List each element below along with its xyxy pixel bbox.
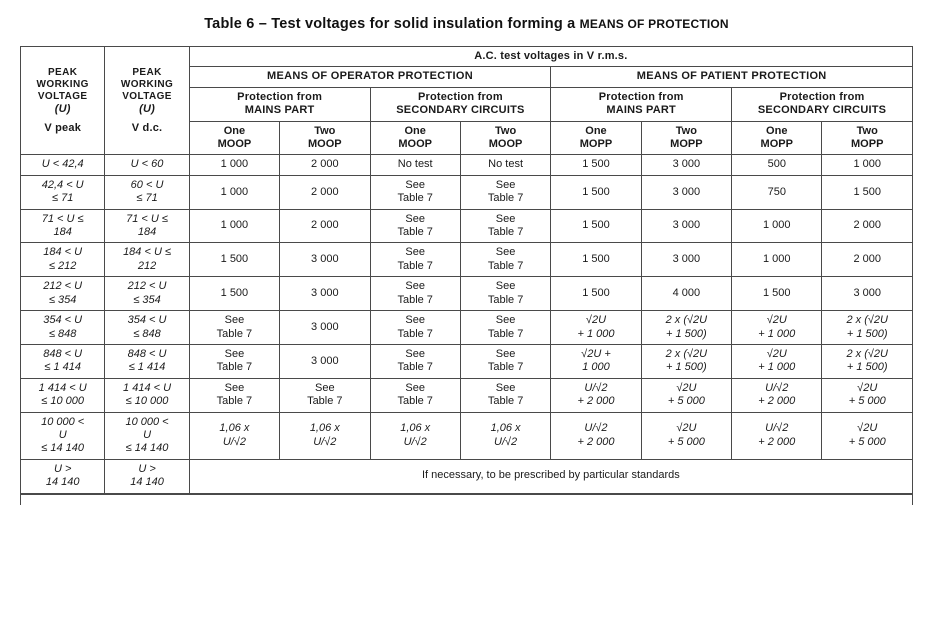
pwv1-line5: V peak <box>44 121 82 134</box>
row0-cell7: 1 000 <box>822 155 913 175</box>
row4-cell1: 3 000 <box>280 277 370 311</box>
row2-peak <box>21 209 105 243</box>
row1-cell1: 2 000 <box>280 175 370 209</box>
row3-peak <box>21 243 105 277</box>
row4-cell7: 3 000 <box>822 277 913 311</box>
col1-line1: Two <box>314 124 336 137</box>
row9-dc-l1: U > <box>138 462 156 475</box>
col3-line1: Two <box>494 124 517 137</box>
row8-dc-l1: 10 000 < <box>125 415 169 428</box>
header-col-two-mopp-mains <box>641 121 731 155</box>
header-peak-working-voltage-vdc <box>105 47 189 155</box>
col7-line1: Two <box>856 124 878 137</box>
row6-peak <box>21 344 105 378</box>
row6-peak-l2: ≤ 1 414 <box>44 361 81 374</box>
prot-sec-b-line1: Protection from <box>779 90 865 103</box>
row3-cell6: 1 000 <box>732 243 822 277</box>
row1-cell6: 750 <box>732 175 822 209</box>
row6-dc-l1: 848 < U <box>127 347 167 360</box>
table-row <box>21 277 913 311</box>
row0-cell5: 3 000 <box>641 155 731 175</box>
row7-dc-l2: ≤ 10 000 <box>125 395 169 408</box>
table-header <box>21 47 913 155</box>
header-col-two-mopp-secondary <box>822 121 913 155</box>
row3-cell2: See Table 7 <box>370 243 460 277</box>
header-means-of-patient-protection: MEANS OF PATIENT PROTECTION <box>551 67 913 87</box>
row9-dc <box>105 459 189 493</box>
table-caption-smallcaps: MEANS OF PROTECTION <box>579 17 729 31</box>
table-row <box>21 209 913 243</box>
row5-cell6: √2U + 1 000 <box>732 311 822 345</box>
row2-cell7: 2 000 <box>822 209 913 243</box>
row8-cell7: √2U + 5 000 <box>822 412 913 459</box>
header-col-one-mopp-mains <box>551 121 641 155</box>
col0-line2: MOOP <box>217 138 252 151</box>
row8-cell1: 1,06 x U/√2 <box>280 412 370 459</box>
row4-cell2: See Table 7 <box>370 277 460 311</box>
col4-line1: One <box>585 124 607 137</box>
row1-peak <box>21 175 105 209</box>
row2-dc <box>105 209 189 243</box>
pwv1-line1: PEAK <box>47 66 78 78</box>
row3-dc <box>105 243 189 277</box>
row7-cell3: See Table 7 <box>460 378 550 412</box>
row1-dc-l2: ≤ 71 <box>136 192 158 205</box>
row3-cell5: 3 000 <box>641 243 731 277</box>
header-protection-from-mains-part-operator <box>189 87 370 121</box>
row4-cell3: See Table 7 <box>460 277 550 311</box>
row8-cell4: U/√2 + 2 000 <box>551 412 641 459</box>
header-protection-from-secondary-circuits-patient <box>732 87 913 121</box>
row6-cell2: See Table 7 <box>370 344 460 378</box>
table-bottom-edge-inner <box>20 495 913 505</box>
row0-cell2: No test <box>370 155 460 175</box>
prot-mains-a-line1: Protection from <box>237 90 323 103</box>
document-page <box>0 16 933 643</box>
row6-cell3: See Table 7 <box>460 344 550 378</box>
row1-cell2: See Table 7 <box>370 175 460 209</box>
col3-line2: MOOP <box>488 138 523 151</box>
row1-dc <box>105 175 189 209</box>
prot-sec-a-line1: Protection from <box>417 90 503 103</box>
row3-cell3: See Table 7 <box>460 243 550 277</box>
col2-line2: MOOP <box>398 138 432 151</box>
table-caption-main: Table 6 – Test voltages for solid insulation forming a <box>204 16 580 32</box>
header-ac-test-voltages: A.C. test voltages in V r.m.s. <box>189 47 912 67</box>
row9-peak-l2: 14 140 <box>45 476 80 489</box>
row5-cell4: √2U + 1 000 <box>551 311 641 345</box>
row2-cell4: 1 500 <box>551 209 641 243</box>
row6-cell4: √2U + 1 000 <box>551 344 641 378</box>
row9-dc-l2: 14 140 <box>130 476 164 489</box>
col4-line2: MOPP <box>579 138 613 151</box>
table-row <box>21 344 913 378</box>
row1-peak-l2: ≤ 71 <box>52 192 74 205</box>
row5-peak-l2: ≤ 848 <box>48 327 77 340</box>
row5-cell3: See Table 7 <box>460 311 550 345</box>
table-row <box>21 155 913 175</box>
row8-peak-l3: ≤ 14 140 <box>41 442 85 455</box>
row5-dc-l2: ≤ 848 <box>133 327 161 340</box>
row2-cell6: 1 000 <box>732 209 822 243</box>
row7-cell0: See Table 7 <box>189 378 279 412</box>
row5-peak <box>21 311 105 345</box>
row7-cell6: U/√2 + 2 000 <box>732 378 822 412</box>
row8-dc-l2: U <box>143 428 152 441</box>
row4-cell0: 1 500 <box>189 277 279 311</box>
row7-cell2: See Table 7 <box>370 378 460 412</box>
row8-dc-l3: ≤ 14 140 <box>125 442 169 455</box>
row6-cell5: 2 x (√2U + 1 500) <box>641 344 731 378</box>
row2-cell3: See Table 7 <box>460 209 550 243</box>
row5-cell2: See Table 7 <box>370 311 460 345</box>
col5-line2: MOPP <box>670 138 703 151</box>
row3-cell1: 3 000 <box>280 243 370 277</box>
row6-peak-l1: 848 < U <box>43 347 83 360</box>
col7-line2: MOPP <box>851 138 884 151</box>
row0-cell4: 1 500 <box>551 155 641 175</box>
row1-cell7: 1 500 <box>822 175 913 209</box>
row9-peak-l1: U > <box>53 462 72 475</box>
row0-cell1: 2 000 <box>280 155 370 175</box>
row7-dc <box>105 378 189 412</box>
row0-cell6: 500 <box>732 155 822 175</box>
header-protection-from-mains-part-patient <box>551 87 732 121</box>
row7-cell7: √2U + 5 000 <box>822 378 913 412</box>
row6-cell1: 3 000 <box>280 344 370 378</box>
row4-dc <box>105 277 189 311</box>
col5-line1: Two <box>675 124 697 137</box>
row8-cell3: 1,06 x U/√2 <box>460 412 550 459</box>
header-col-one-moop-secondary <box>370 121 460 155</box>
row6-cell7: 2 x (√2U + 1 500) <box>822 344 913 378</box>
col2-line1: One <box>404 124 426 137</box>
header-col-one-moop-mains <box>189 121 279 155</box>
row5-cell5: 2 x (√2U + 1 500) <box>641 311 731 345</box>
row1-cell4: 1 500 <box>551 175 641 209</box>
header-col-two-moop-secondary <box>460 121 550 155</box>
row2-peak-l1: 71 < U ≤ <box>41 212 84 225</box>
row1-peak-l1: 42,4 < U <box>41 178 84 191</box>
row9-peak <box>21 459 105 493</box>
row7-peak-l1: 1 414 < U <box>38 381 87 394</box>
pwv2-line5: V d.c. <box>131 121 163 134</box>
col1-line2: MOOP <box>307 138 342 151</box>
row4-peak <box>21 277 105 311</box>
table-caption <box>0 16 933 32</box>
row5-cell7: 2 x (√2U + 1 500) <box>822 311 913 345</box>
prot-sec-b-line2: SECONDARY CIRCUITS <box>757 104 887 117</box>
row8-dc <box>105 412 189 459</box>
row0-peak: U < 42,4 <box>21 155 105 175</box>
table-row <box>21 243 913 277</box>
row3-dc-l1: 184 < U ≤ <box>123 246 171 259</box>
row7-cell1: See Table 7 <box>280 378 370 412</box>
row0-dc: U < 60 <box>105 155 189 175</box>
row2-cell5: 3 000 <box>641 209 731 243</box>
prot-mains-b-line1: Protection from <box>598 90 684 103</box>
row3-cell4: 1 500 <box>551 243 641 277</box>
row2-cell0: 1 000 <box>189 209 279 243</box>
row8-cell6: U/√2 + 2 000 <box>732 412 822 459</box>
row5-dc <box>105 311 189 345</box>
table-body <box>21 155 913 493</box>
row4-cell4: 1 500 <box>551 277 641 311</box>
prot-mains-b-line2: MAINS PART <box>606 104 676 117</box>
row1-cell3: See Table 7 <box>460 175 550 209</box>
pwv2-line3: VOLTAGE <box>122 90 172 102</box>
row6-dc-l2: ≤ 1 414 <box>128 361 166 374</box>
table-row <box>21 311 913 345</box>
row4-peak-l1: 212 < U <box>43 280 83 293</box>
row5-dc-l1: 354 < U <box>127 314 167 327</box>
pwv2-line2: WORKING <box>120 78 174 90</box>
pwv1-line2: WORKING <box>36 78 89 90</box>
row8-peak <box>21 412 105 459</box>
row6-dc <box>105 344 189 378</box>
row0-cell0: 1 000 <box>189 155 279 175</box>
row8-peak-l1: 10 000 < <box>41 415 85 428</box>
col6-line2: MOPP <box>760 138 793 151</box>
pwv2-line1: PEAK <box>132 66 162 78</box>
row7-peak <box>21 378 105 412</box>
table-row <box>21 412 913 459</box>
row7-cell5: √2U + 5 000 <box>641 378 731 412</box>
header-protection-from-secondary-circuits-operator <box>370 87 551 121</box>
header-col-two-moop-mains <box>280 121 370 155</box>
header-peak-working-voltage-vpeak <box>21 47 105 155</box>
row8-peak-l2: U <box>58 428 67 441</box>
prot-mains-a-line2: MAINS PART <box>244 104 315 117</box>
col6-line1: One <box>766 124 788 137</box>
pwv1-line3: VOLTAGE <box>37 90 88 102</box>
header-row-1 <box>21 47 913 67</box>
row3-dc-l2: 212 <box>137 259 157 272</box>
row5-cell0: See Table 7 <box>189 311 279 345</box>
row8-cell0: 1,06 x U/√2 <box>189 412 279 459</box>
row3-cell0: 1 500 <box>189 243 279 277</box>
table-bottom-edge <box>20 494 913 504</box>
pwv1-line4: (U) <box>54 103 71 116</box>
header-means-of-operator-protection: MEANS OF OPERATOR PROTECTION <box>189 67 551 87</box>
header-col-one-mopp-secondary <box>732 121 822 155</box>
row1-cell0: 1 000 <box>189 175 279 209</box>
row2-dc-l2: 184 <box>137 226 157 239</box>
row3-cell7: 2 000 <box>822 243 913 277</box>
table-row <box>21 459 913 493</box>
row0-cell3: No test <box>460 155 550 175</box>
row8-cell5: √2U + 5 000 <box>641 412 731 459</box>
row7-dc-l1: 1 414 < U <box>123 381 172 394</box>
row1-cell5: 3 000 <box>641 175 731 209</box>
row1-dc-l1: 60 < U <box>130 178 164 191</box>
row4-dc-l1: 212 < U <box>127 280 167 293</box>
col0-line1: One <box>223 124 246 137</box>
row4-cell5: 4 000 <box>641 277 731 311</box>
row2-cell1: 2 000 <box>280 209 370 243</box>
row3-peak-l2: ≤ 212 <box>48 259 77 272</box>
row7-peak-l2: ≤ 10 000 <box>41 395 85 408</box>
pwv2-line4: (U) <box>139 103 155 116</box>
row2-cell2: See Table 7 <box>370 209 460 243</box>
table-row <box>21 378 913 412</box>
row4-cell6: 1 500 <box>732 277 822 311</box>
row5-cell1: 3 000 <box>280 311 370 345</box>
row4-dc-l2: ≤ 354 <box>133 293 161 306</box>
row2-dc-l1: 71 < U ≤ <box>126 212 168 225</box>
row3-peak-l1: 184 < U <box>43 246 83 259</box>
row8-cell2: 1,06 x U/√2 <box>370 412 460 459</box>
table-row <box>21 175 913 209</box>
prot-sec-a-line2: SECONDARY CIRCUITS <box>396 104 525 117</box>
row7-cell4: U/√2 + 2 000 <box>551 378 641 412</box>
row4-peak-l2: ≤ 354 <box>48 293 77 306</box>
test-voltages-table <box>20 46 913 494</box>
row5-peak-l1: 354 < U <box>43 314 83 327</box>
row9-note: If necessary, to be prescribed by particular standards <box>189 459 912 493</box>
row2-peak-l2: 184 <box>53 226 72 239</box>
row6-cell0: See Table 7 <box>189 344 279 378</box>
row6-cell6: √2U + 1 000 <box>732 344 822 378</box>
